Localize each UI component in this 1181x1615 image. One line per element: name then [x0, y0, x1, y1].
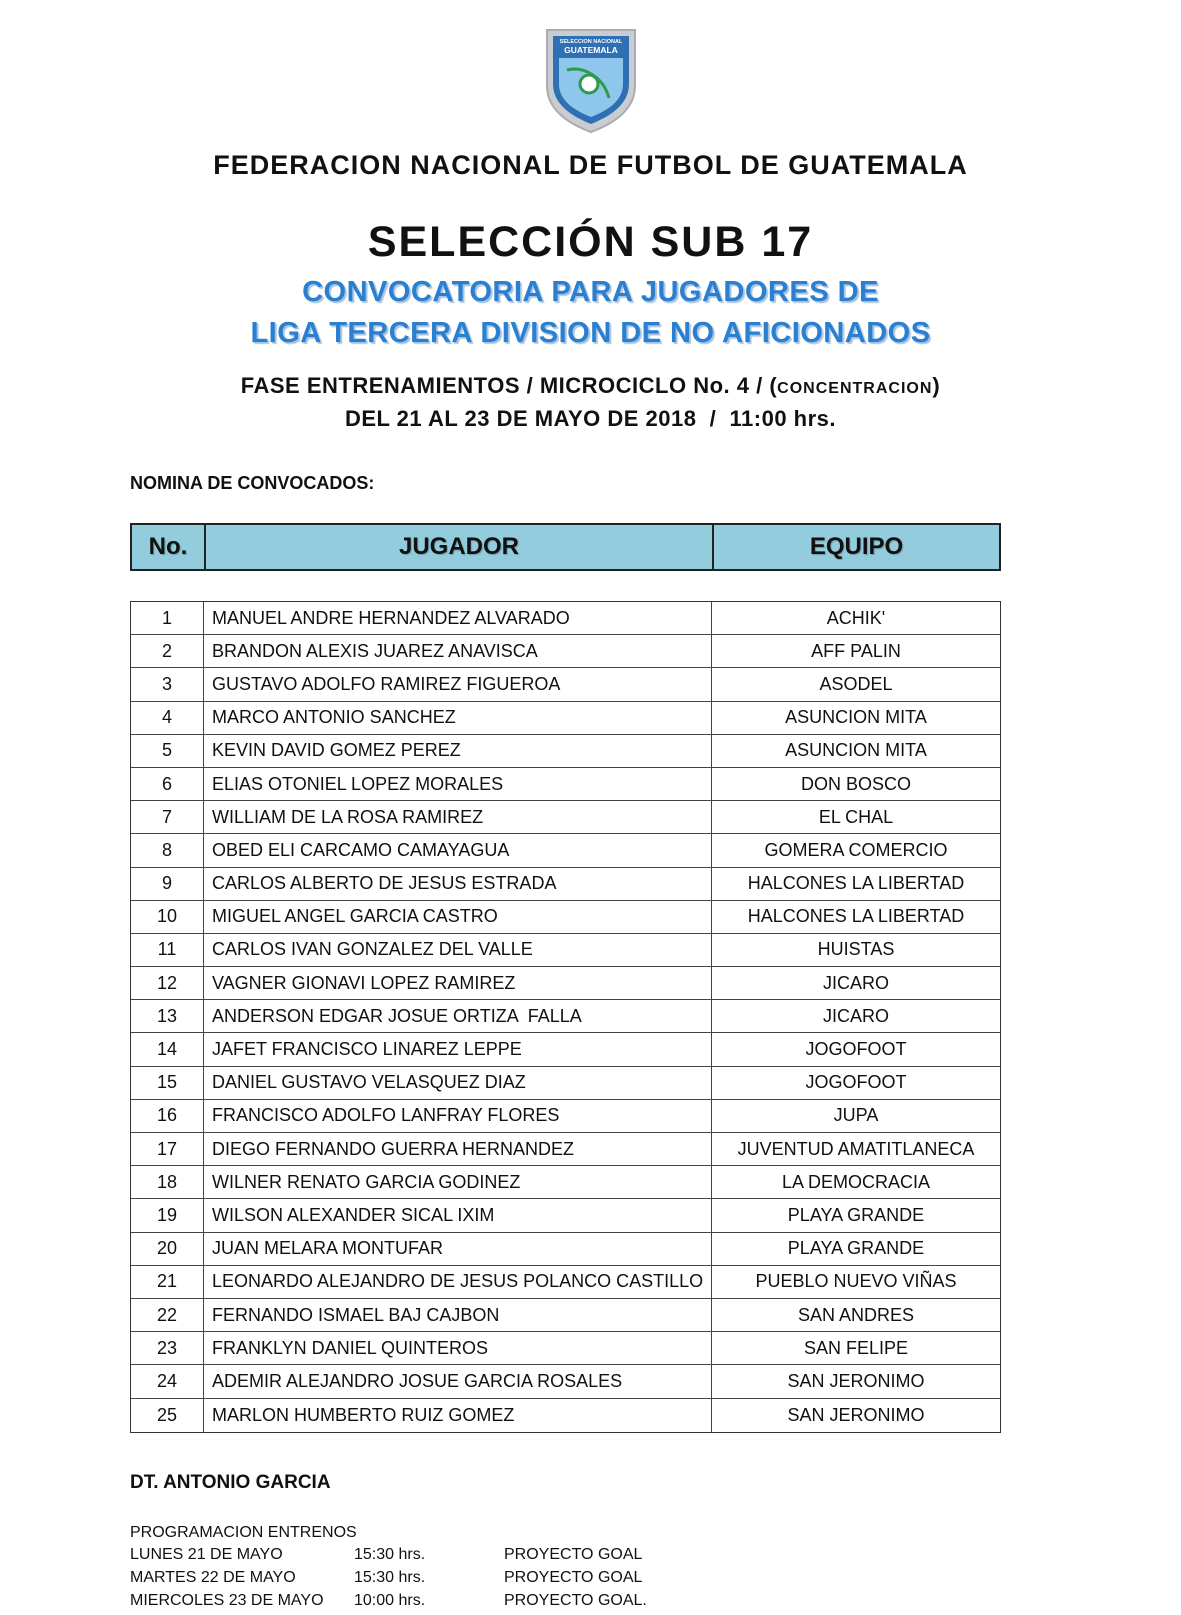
cell-player: JUAN MELARA MONTUFAR	[203, 1233, 711, 1265]
table-row	[131, 1033, 1000, 1066]
cell-player: CARLOS IVAN GONZALEZ DEL VALLE	[203, 934, 711, 966]
cell-player: JAFET FRANCISCO LINAREZ LEPPE	[203, 1033, 711, 1065]
cell-player: KEVIN DAVID GOMEZ PEREZ	[203, 735, 711, 767]
players-table	[130, 601, 1001, 1433]
phase-close: )	[932, 373, 941, 398]
cell-number: 18	[156, 1171, 178, 1192]
cell-player: FRANKLYN DANIEL QUINTEROS	[203, 1332, 711, 1364]
cell-number: 6	[161, 773, 172, 794]
cell-player: ADEMIR ALEJANDRO JOSUE GARCIA ROSALES	[203, 1365, 711, 1397]
cell-number: 10	[156, 906, 178, 927]
table-row	[131, 934, 1000, 967]
cell-number: 22	[156, 1304, 178, 1325]
schedule-time: 15:30 hrs.	[354, 1546, 426, 1563]
selection-title: SELECCIÓN SUB 17	[367, 218, 814, 266]
cell-player: BRANDON ALEXIS JUAREZ ANAVISCA	[203, 635, 711, 667]
cell-team: SAN ANDRES	[711, 1299, 1000, 1331]
cell-team: JICARO	[711, 967, 1000, 999]
cell-number: 13	[156, 1005, 178, 1026]
cell-number: 20	[156, 1238, 178, 1259]
cell-team: EL CHAL	[711, 801, 1000, 833]
cell-number: 2	[161, 640, 172, 661]
schedule-place: PROYECTO GOAL.	[504, 1592, 647, 1609]
cell-team: SAN FELIPE	[711, 1332, 1000, 1364]
cell-team: ASUNCION MITA	[711, 702, 1000, 734]
table-row	[131, 1399, 1000, 1432]
cell-player: OBED ELI CARCAMO CAMAYAGUA	[203, 834, 711, 866]
cell-team: JOGOFOOT	[711, 1033, 1000, 1065]
cell-number: 3	[161, 673, 172, 694]
svg-text:GUATEMALA: GUATEMALA	[564, 45, 618, 55]
schedule-row	[130, 1569, 730, 1592]
cell-player: MIGUEL ANGEL GARCIA CASTRO	[203, 901, 711, 933]
cell-number: 9	[161, 873, 172, 894]
cell-player: VAGNER GIONAVI LOPEZ RAMIREZ	[203, 967, 711, 999]
cell-number: 14	[156, 1039, 178, 1060]
cell-player: CARLOS ALBERTO DE JESUS ESTRADA	[203, 868, 711, 900]
column-header-no: No.	[148, 533, 188, 560]
schedule-row	[130, 1592, 730, 1615]
schedule-time: 10:00 hrs.	[354, 1592, 426, 1609]
table-row	[131, 635, 1000, 668]
cell-player: FRANCISCO ADOLFO LANFRAY FLORES	[203, 1100, 711, 1132]
table-row	[131, 868, 1000, 901]
table-row	[131, 1233, 1000, 1266]
cell-team: JUPA	[711, 1100, 1000, 1132]
table-row	[131, 901, 1000, 934]
table-row	[131, 668, 1000, 701]
cell-player: DANIEL GUSTAVO VELASQUEZ DIAZ	[203, 1067, 711, 1099]
cell-team: PLAYA GRANDE	[711, 1233, 1000, 1265]
cell-number: 7	[161, 806, 172, 827]
cell-team: DON BOSCO	[711, 768, 1000, 800]
table-row	[131, 1299, 1000, 1332]
cell-player: DIEGO FERNANDO GUERRA HERNANDEZ	[203, 1133, 711, 1165]
column-header-team: EQUIPO	[712, 525, 999, 569]
cell-team: JICARO	[711, 1000, 1000, 1032]
cell-number: 17	[156, 1138, 178, 1159]
cell-number: 12	[156, 972, 178, 993]
cell-player: FERNANDO ISMAEL BAJ CAJBON	[203, 1299, 711, 1331]
cell-team: HALCONES LA LIBERTAD	[711, 901, 1000, 933]
dates-line: DEL 21 AL 23 DE MAYO DE 2018 / 11:00 hrs.	[344, 406, 837, 431]
cell-number: 1	[161, 607, 172, 628]
table-row	[131, 602, 1000, 635]
convocatoria-line-1: CONVOCATORIA PARA JUGADORES DE	[302, 276, 879, 308]
table-row	[131, 834, 1000, 867]
cell-player: ANDERSON EDGAR JOSUE ORTIZA FALLA	[203, 1000, 711, 1032]
schedule-place: PROYECTO GOAL	[504, 1546, 643, 1563]
cell-number: 11	[157, 939, 177, 960]
table-header	[130, 523, 1001, 571]
federation-crest-logo	[543, 26, 639, 134]
cell-player: MANUEL ANDRE HERNANDEZ ALVARADO	[203, 602, 711, 634]
schedule-day: LUNES 21 DE MAYO	[130, 1546, 283, 1563]
svg-text:SELECCION NACIONAL: SELECCION NACIONAL	[559, 39, 623, 45]
training-schedule	[130, 1546, 730, 1615]
cell-team: PLAYA GRANDE	[711, 1199, 1000, 1231]
convocatoria-line-2: LIGA TERCERA DIVISION DE NO AFICIONADOS	[250, 317, 931, 349]
table-row	[131, 735, 1000, 768]
cell-team: GOMERA COMERCIO	[711, 834, 1000, 866]
phase-concentracion: CONCENTRACION	[777, 380, 933, 397]
cell-player: ELIAS OTONIEL LOPEZ MORALES	[203, 768, 711, 800]
table-row	[131, 702, 1000, 735]
cell-number: 23	[156, 1337, 178, 1358]
table-row	[131, 1100, 1000, 1133]
cell-team: JOGOFOOT	[711, 1067, 1000, 1099]
column-header-player: JUGADOR	[204, 525, 712, 569]
coach-name: DT. ANTONIO GARCIA	[130, 1472, 331, 1493]
cell-number: 19	[156, 1204, 178, 1225]
cell-team: HALCONES LA LIBERTAD	[711, 868, 1000, 900]
schedule-time: 15:30 hrs.	[354, 1569, 426, 1586]
table-row	[131, 1166, 1000, 1199]
cell-number: 5	[161, 740, 172, 761]
training-program-title: PROGRAMACION ENTRENOS	[130, 1524, 357, 1541]
cell-team: ASODEL	[711, 668, 1000, 700]
table-row	[131, 1332, 1000, 1365]
cell-team: PUEBLO NUEVO VIÑAS	[711, 1266, 1000, 1298]
cell-number: 24	[156, 1370, 178, 1391]
cell-number: 4	[161, 707, 172, 728]
cell-player: MARCO ANTONIO SANCHEZ	[203, 702, 711, 734]
cell-player: WILSON ALEXANDER SICAL IXIM	[203, 1199, 711, 1231]
cell-player: WILNER RENATO GARCIA GODINEZ	[203, 1166, 711, 1198]
phase-main: FASE ENTRENAMIENTOS / MICROCICLO No. 4 / (	[240, 373, 778, 398]
schedule-day: MARTES 22 DE MAYO	[130, 1569, 296, 1586]
federation-title: FEDERACION NACIONAL DE FUTBOL DE GUATEMALA	[213, 150, 968, 180]
schedule-row	[130, 1546, 730, 1569]
cell-number: 16	[156, 1105, 178, 1126]
cell-team: AFF PALIN	[711, 635, 1000, 667]
table-row	[131, 768, 1000, 801]
table-row	[131, 1133, 1000, 1166]
cell-player: LEONARDO ALEJANDRO DE JESUS POLANCO CASTILLO	[203, 1266, 711, 1298]
cell-player: WILLIAM DE LA ROSA RAMIREZ	[203, 801, 711, 833]
table-row	[131, 1365, 1000, 1398]
cell-team: JUVENTUD AMATITLANECA	[711, 1133, 1000, 1165]
table-row	[131, 1266, 1000, 1299]
cell-team: SAN JERONIMO	[711, 1399, 1000, 1432]
table-row	[131, 967, 1000, 1000]
schedule-day: MIERCOLES 23 DE MAYO	[130, 1592, 324, 1609]
cell-team: ACHIK'	[711, 602, 1000, 634]
cell-team: HUISTAS	[711, 934, 1000, 966]
cell-number: 25	[156, 1404, 178, 1425]
cell-team: ASUNCION MITA	[711, 735, 1000, 767]
schedule-place: PROYECTO GOAL	[504, 1569, 643, 1586]
cell-player: MARLON HUMBERTO RUIZ GOMEZ	[203, 1399, 711, 1432]
cell-team: SAN JERONIMO	[711, 1365, 1000, 1397]
table-row	[131, 1067, 1000, 1100]
cell-team: LA DEMOCRACIA	[711, 1166, 1000, 1198]
table-row	[131, 1199, 1000, 1232]
cell-player: GUSTAVO ADOLFO RAMIREZ FIGUEROA	[203, 668, 711, 700]
table-row	[131, 801, 1000, 834]
nomina-label: NOMINA DE CONVOCADOS:	[130, 473, 375, 493]
cell-number: 21	[156, 1271, 178, 1292]
table-row	[131, 1000, 1000, 1033]
cell-number: 8	[161, 839, 172, 860]
cell-number: 15	[156, 1072, 178, 1093]
phase-line	[0, 373, 1181, 399]
